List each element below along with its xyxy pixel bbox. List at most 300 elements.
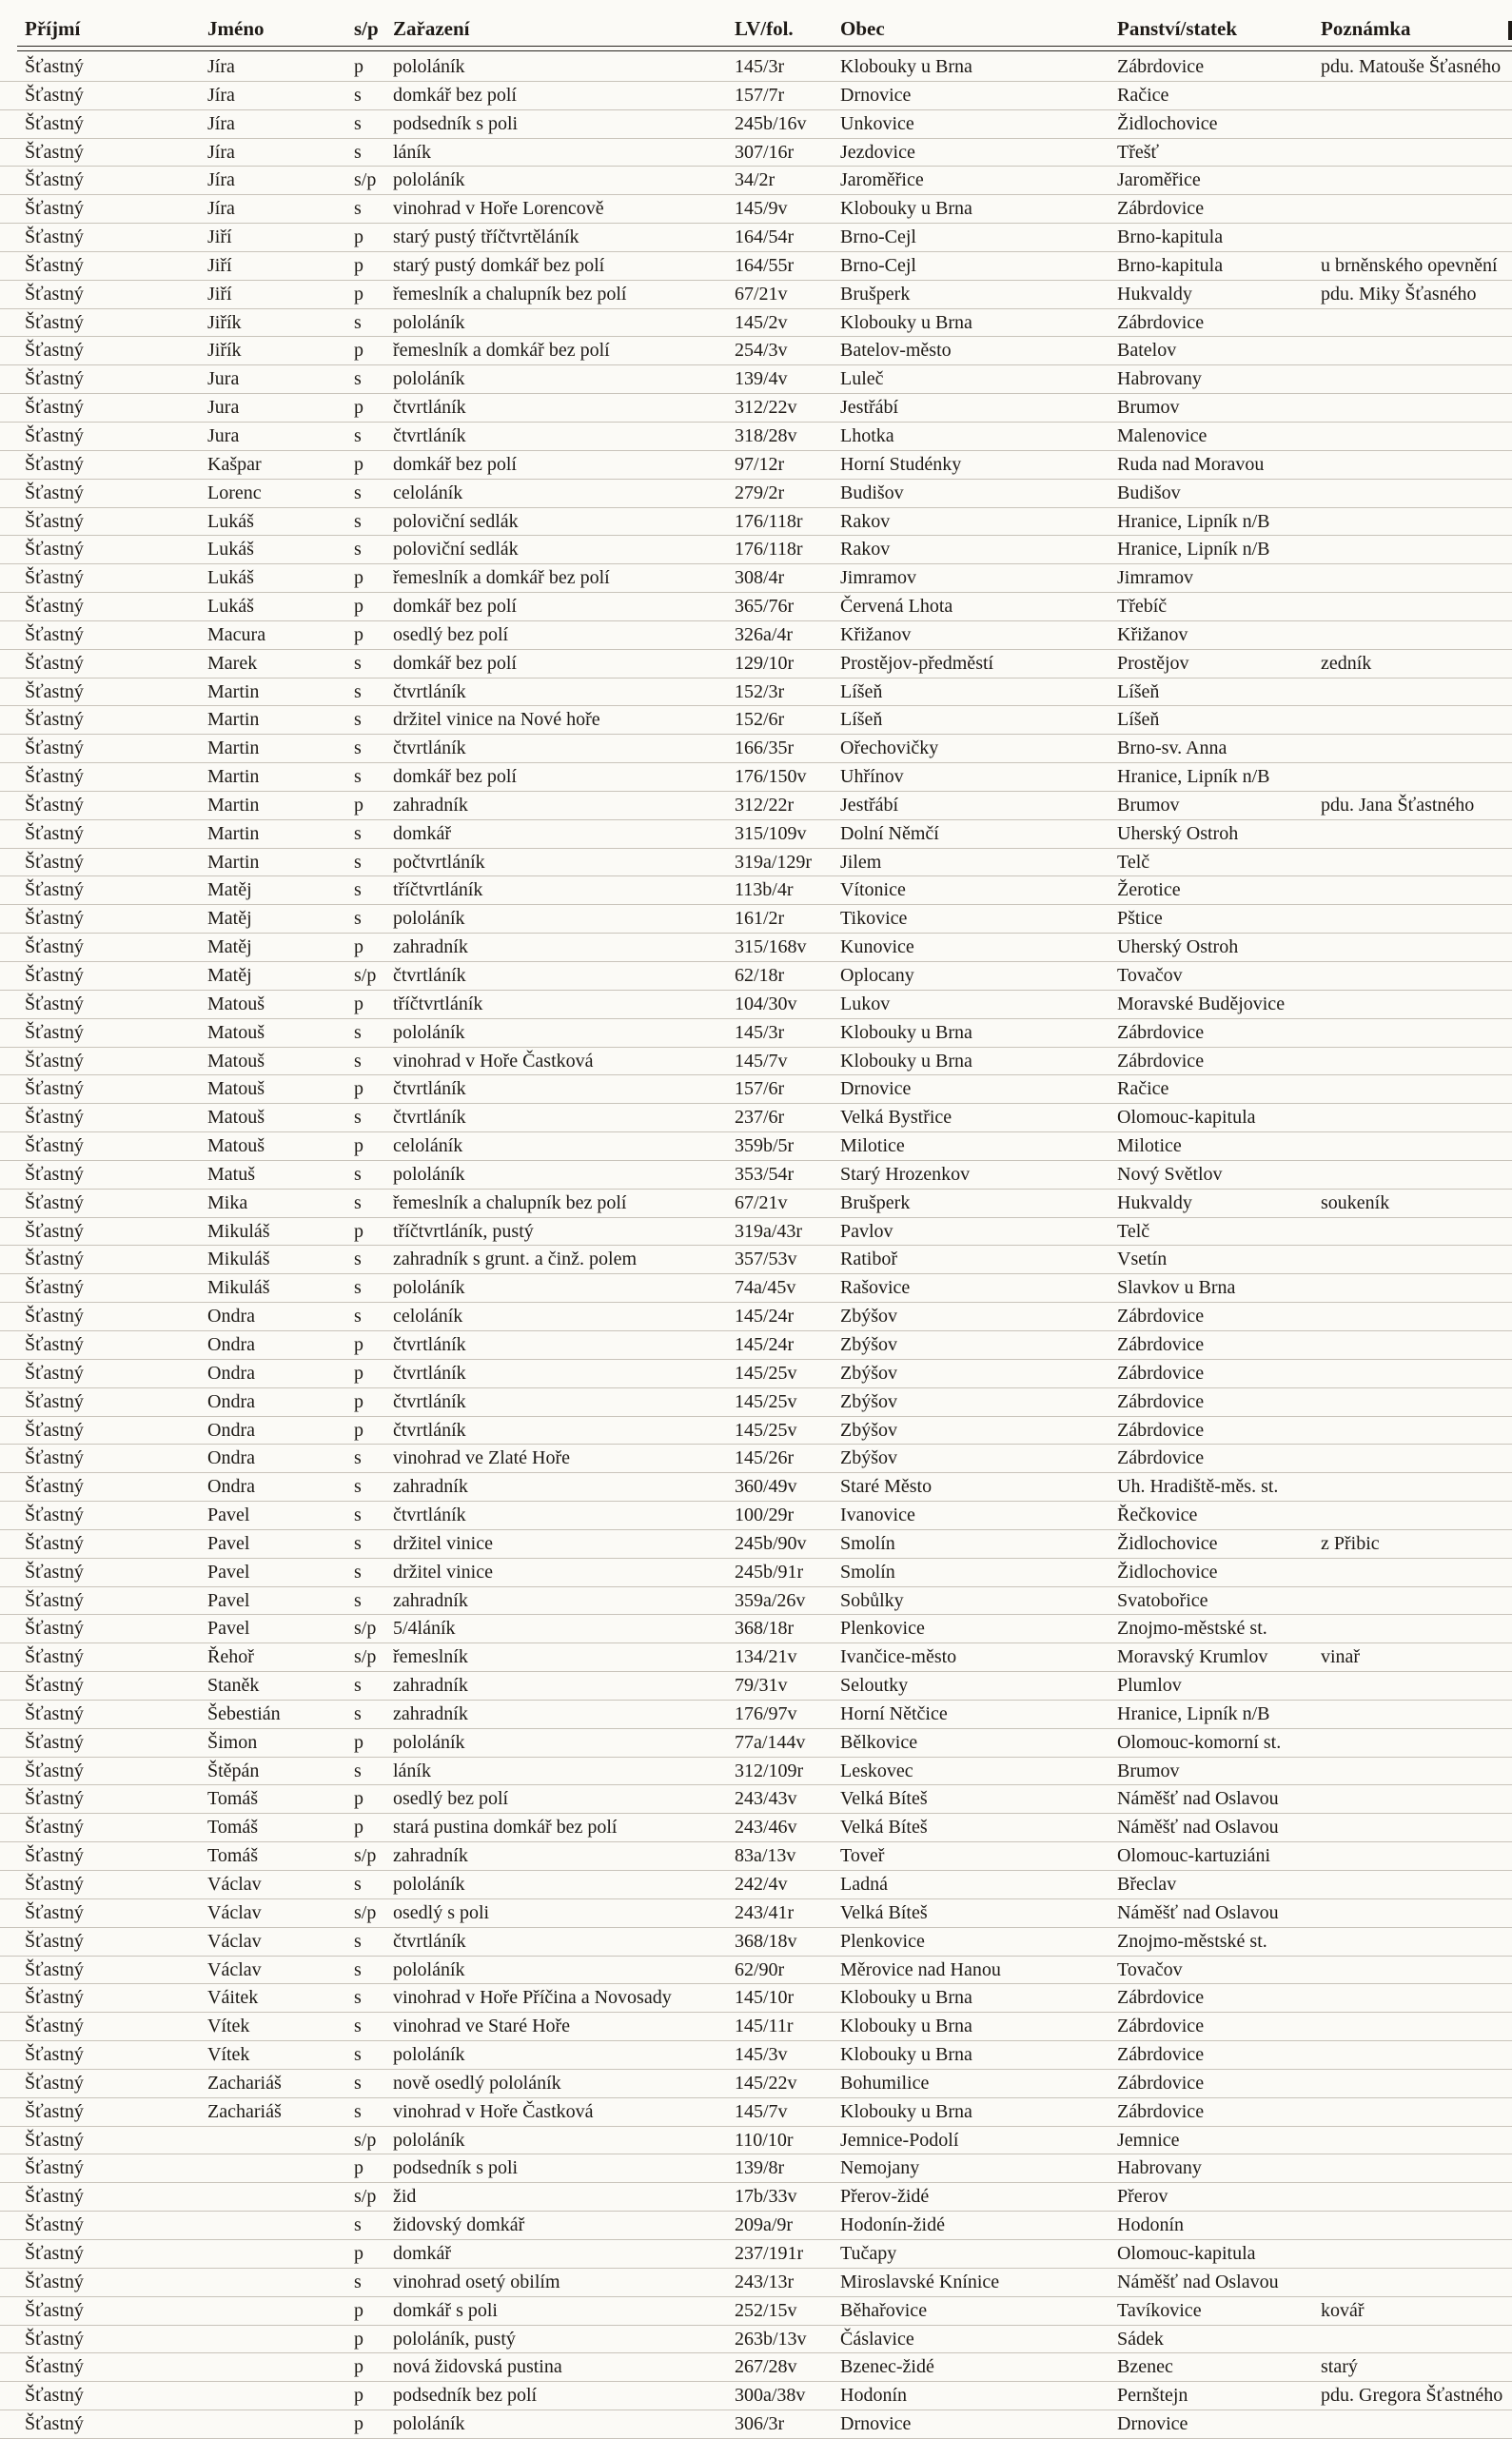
cell-name: Lukáš	[207, 539, 254, 561]
cell-panstvi: Zábrdovice	[1117, 1419, 1205, 1441]
cell-obec: Klobouky u Brna	[840, 2044, 972, 2066]
table-row	[0, 905, 1512, 934]
cell-panstvi: Zábrdovice	[1117, 1447, 1205, 1469]
cell-panstvi: Třešť	[1117, 141, 1160, 163]
cell-classification: domkář bez polí	[393, 453, 517, 475]
cell-panstvi: Křižanov	[1117, 623, 1188, 645]
table-row	[0, 1132, 1512, 1161]
table-row	[0, 139, 1512, 167]
cell-classification: čtvrtláník	[393, 1390, 466, 1412]
table-row	[0, 451, 1512, 480]
header-note: Poznámka	[1321, 17, 1411, 40]
cell-obec: Bohumilice	[840, 2072, 930, 2094]
cell-lv: 243/46v	[735, 1817, 797, 1839]
cell-classification: pololáník	[393, 908, 465, 930]
cell-classification: vinohrad osetý obilím	[393, 2271, 560, 2292]
cell-obec: Jemnice-Podolí	[840, 2129, 959, 2151]
cell-classification: držitel vinice	[393, 1532, 493, 1554]
cell-surname: Šťastný	[25, 1788, 84, 1810]
cell-name: Vítek	[207, 2044, 250, 2066]
table-row	[0, 2240, 1512, 2269]
cell-panstvi: Tovačov	[1117, 1958, 1183, 1980]
cell-classification: podsedník bez polí	[393, 2385, 538, 2407]
cell-sp: s/p	[354, 1901, 377, 1923]
cell-lv: 152/3r	[735, 680, 785, 702]
cell-classification: celoláník	[393, 1135, 463, 1157]
cell-obec: Jilem	[840, 851, 882, 873]
header-rule	[17, 46, 1512, 47]
cell-obec: Uhřínov	[840, 766, 904, 788]
cell-surname: Šťastný	[25, 1107, 84, 1129]
cell-obec: Velká Bíteš	[840, 1901, 928, 1923]
table-row	[0, 110, 1512, 139]
cell-classification: čtvrtláník	[393, 424, 466, 446]
cell-classification: držitel vinice	[393, 1561, 493, 1583]
cell-classification: domkář	[393, 2242, 452, 2264]
header-name: Jméno	[207, 17, 265, 40]
cell-panstvi: Olomouc-kapitula	[1117, 2242, 1256, 2264]
cell-note: starý	[1321, 2356, 1358, 2378]
cell-sp: s/p	[354, 2186, 377, 2208]
cell-name: Ondra	[207, 1362, 255, 1384]
cell-panstvi: Račice	[1117, 84, 1169, 106]
cell-panstvi: Hranice, Lipník n/B	[1117, 1702, 1270, 1724]
cell-name: Martin	[207, 794, 260, 816]
cell-obec: Drnovice	[840, 2413, 912, 2435]
cell-obec: Klobouky u Brna	[840, 56, 972, 77]
cell-name: Jiří	[207, 226, 232, 248]
cell-obec: Plenkovice	[840, 1618, 925, 1640]
cell-sp: s	[354, 2072, 362, 2094]
cell-panstvi: Jaroměřice	[1117, 169, 1201, 191]
cell-surname: Šťastný	[25, 1419, 84, 1441]
cell-obec: Horní Nětčice	[840, 1702, 948, 1724]
cell-obec: Brušperk	[840, 1191, 911, 1213]
cell-sp: s	[354, 1306, 362, 1328]
cell-panstvi: Habrovany	[1117, 2157, 1202, 2179]
cell-classification: vinohrad v Hoře Lorencově	[393, 198, 604, 220]
cell-classification: čtvrtláník	[393, 397, 466, 419]
cell-classification: pololáník	[393, 311, 465, 333]
cell-classification: tříčtvrtláník	[393, 993, 483, 1014]
cell-lv: 166/35r	[735, 738, 795, 759]
cell-name: Lukáš	[207, 567, 254, 589]
cell-obec: Budišov	[840, 482, 904, 503]
table-row	[0, 2212, 1512, 2240]
table-row	[0, 621, 1512, 650]
cell-sp: p	[354, 2299, 363, 2321]
cell-panstvi: Zábrdovice	[1117, 311, 1205, 333]
cell-lv: 254/3v	[735, 340, 788, 362]
cell-name: Matěj	[207, 965, 252, 986]
cell-name: Matouš	[207, 1021, 265, 1043]
cell-surname: Šťastný	[25, 2100, 84, 2122]
cell-name: Ondra	[207, 1333, 255, 1355]
cell-panstvi: Zábrdovice	[1117, 2044, 1205, 2066]
cell-panstvi: Olomouc-kartuziáni	[1117, 1845, 1271, 1867]
table-row	[0, 2154, 1512, 2183]
cell-surname: Šťastný	[25, 794, 84, 816]
table-body	[0, 53, 1512, 2439]
cell-obec: Rakov	[840, 510, 891, 532]
cell-classification: řemeslník a chalupník bez polí	[393, 1191, 627, 1213]
table-row	[0, 706, 1512, 735]
cell-panstvi: Náměšť nad Oslavou	[1117, 1817, 1279, 1839]
cell-name: Pavel	[207, 1505, 250, 1526]
cell-obec: Smolín	[840, 1532, 895, 1554]
cell-lv: 164/55r	[735, 254, 795, 276]
cell-sp: p	[354, 397, 363, 419]
cell-surname: Šťastný	[25, 1987, 84, 2009]
cell-classification: řemeslník	[393, 1646, 468, 1668]
cell-lv: 97/12r	[735, 453, 785, 475]
cell-lv: 104/30v	[735, 993, 797, 1014]
cell-name: Zachariáš	[207, 2100, 282, 2122]
cell-note: soukeník	[1321, 1191, 1390, 1213]
cell-sp: s	[354, 1505, 362, 1526]
cell-classification: pololáník	[393, 1163, 465, 1185]
cell-note: pdu. Jana Šťastného	[1321, 794, 1475, 816]
cell-obec: Drnovice	[840, 84, 912, 106]
cell-panstvi: Brumov	[1117, 1760, 1180, 1781]
cell-panstvi: Zábrdovice	[1117, 1987, 1205, 2009]
table-row	[0, 365, 1512, 394]
cell-sp: p	[354, 936, 363, 958]
table-row	[0, 2382, 1512, 2410]
cell-sp: s	[354, 1107, 362, 1129]
cell-surname: Šťastný	[25, 1476, 84, 1498]
cell-sp: p	[354, 453, 363, 475]
cell-sp: s	[354, 680, 362, 702]
cell-surname: Šťastný	[25, 84, 84, 106]
cell-name: Ondra	[207, 1476, 255, 1498]
cell-sp: s/p	[354, 1646, 377, 1668]
cell-obec: Brušperk	[840, 283, 911, 305]
cell-panstvi: Zábrdovice	[1117, 2100, 1205, 2122]
cell-name: Ondra	[207, 1390, 255, 1412]
cell-panstvi: Nový Světlov	[1117, 1163, 1223, 1185]
cell-sp: s	[354, 141, 362, 163]
cell-name: Jíra	[207, 198, 235, 220]
table-row	[0, 820, 1512, 849]
cell-name: Martin	[207, 822, 260, 844]
cell-lv: 306/3r	[735, 2413, 785, 2435]
cell-sp: s	[354, 1447, 362, 1469]
cell-lv: 152/6r	[735, 709, 785, 731]
cell-sp: p	[354, 1390, 363, 1412]
cell-surname: Šťastný	[25, 879, 84, 901]
cell-obec: Tučapy	[840, 2242, 897, 2264]
cell-surname: Šťastný	[25, 2356, 84, 2378]
cell-lv: 308/4r	[735, 567, 785, 589]
cell-lv: 245b/16v	[735, 112, 807, 134]
cell-panstvi: Zábrdovice	[1117, 2072, 1205, 2094]
cell-obec: Měrovice nad Hanou	[840, 1958, 1001, 1980]
cell-name: Vítek	[207, 2016, 250, 2037]
cell-lv: 145/2v	[735, 311, 788, 333]
cell-surname: Šťastný	[25, 2242, 84, 2264]
table-row	[0, 1814, 1512, 1842]
cell-name: Václav	[207, 1930, 262, 1952]
cell-name: Mika	[207, 1191, 248, 1213]
cell-panstvi: Zábrdovice	[1117, 1050, 1205, 1072]
cell-sp: s	[354, 2016, 362, 2037]
cell-surname: Šťastný	[25, 1333, 84, 1355]
cell-name: Matěj	[207, 936, 252, 958]
cell-note: pdu. Gregora Šťastného	[1321, 2385, 1503, 2407]
cell-sp: p	[354, 2385, 363, 2407]
cell-sp: s	[354, 1476, 362, 1498]
cell-sp: s/p	[354, 1845, 377, 1867]
cell-lv: 145/3v	[735, 2044, 788, 2066]
cell-classification: židovský domkář	[393, 2214, 525, 2236]
cell-panstvi: Zábrdovice	[1117, 1333, 1205, 1355]
cell-name: Jíra	[207, 141, 235, 163]
cell-surname: Šťastný	[25, 2214, 84, 2236]
cell-obec: Čáslavice	[840, 2328, 914, 2350]
cell-obec: Prostějov-předměstí	[840, 652, 994, 674]
cell-lv: 62/90r	[735, 1958, 785, 1980]
table-row	[0, 1190, 1512, 1218]
table-row	[0, 2013, 1512, 2041]
table-row	[0, 1075, 1512, 1104]
cell-surname: Šťastný	[25, 1561, 84, 1583]
cell-name: Matouš	[207, 1078, 265, 1100]
cell-surname: Šťastný	[25, 1589, 84, 1611]
cell-sp: p	[354, 2356, 363, 2378]
table-row	[0, 593, 1512, 621]
cell-surname: Šťastný	[25, 965, 84, 986]
cell-lv: 237/191r	[735, 2242, 804, 2264]
cell-lv: 157/6r	[735, 1078, 785, 1100]
cell-panstvi: Batelov	[1117, 340, 1177, 362]
table-row	[0, 1871, 1512, 1899]
cell-sp: s	[354, 539, 362, 561]
cell-classification: starý pustý tříčtvrtěláník	[393, 226, 579, 248]
cell-note: pdu. Miky Šťasného	[1321, 283, 1477, 305]
table-row	[0, 1019, 1512, 1048]
table-row	[0, 564, 1512, 593]
cell-lv: 139/8r	[735, 2157, 785, 2179]
cell-sp: p	[354, 226, 363, 248]
table-row	[0, 1331, 1512, 1360]
cell-sp: s	[354, 311, 362, 333]
cell-classification: pololáník	[393, 2129, 465, 2151]
cell-name: Martin	[207, 851, 260, 873]
cell-lv: 279/2r	[735, 482, 785, 503]
cell-sp: s/p	[354, 1618, 377, 1640]
cell-surname: Šťastný	[25, 1050, 84, 1072]
cell-lv: 359a/26v	[735, 1589, 806, 1611]
cell-classification: řemeslník a domkář bez polí	[393, 567, 610, 589]
cell-classification: nově osedlý pololáník	[393, 2072, 561, 2094]
cell-sp: p	[354, 623, 363, 645]
cell-classification: zahradník	[393, 1589, 468, 1611]
page-edge-mark	[1508, 21, 1512, 40]
cell-obec: Ivanovice	[840, 1505, 915, 1526]
cell-panstvi: Jemnice	[1117, 2129, 1180, 2151]
cell-classification: pololáník	[393, 1021, 465, 1043]
cell-obec: Klobouky u Brna	[840, 311, 972, 333]
cell-classification: poloviční sedlák	[393, 510, 519, 532]
cell-panstvi: Slavkov u Brna	[1117, 1277, 1236, 1299]
cell-sp: s	[354, 112, 362, 134]
cell-panstvi: Plumlov	[1117, 1675, 1182, 1697]
cell-classification: vinohrad v Hoře Příčina a Novosady	[393, 1987, 672, 2009]
table-row	[0, 1473, 1512, 1502]
cell-panstvi: Líšeň	[1117, 680, 1160, 702]
cell-name: Tomáš	[207, 1788, 259, 1810]
cell-lv: 145/25v	[735, 1390, 797, 1412]
cell-lv: 145/7v	[735, 2100, 788, 2122]
cell-name: Lukáš	[207, 510, 254, 532]
cell-classification: zahradník	[393, 1845, 468, 1867]
cell-lv: 263b/13v	[735, 2328, 807, 2350]
cell-classification: pololáník, pustý	[393, 2328, 516, 2350]
cell-lv: 110/10r	[735, 2129, 794, 2151]
table-row	[0, 1218, 1512, 1247]
cell-surname: Šťastný	[25, 1901, 84, 1923]
cell-surname: Šťastný	[25, 226, 84, 248]
cell-surname: Šťastný	[25, 1249, 84, 1270]
table-row	[0, 2098, 1512, 2127]
cell-panstvi: Hranice, Lipník n/B	[1117, 510, 1270, 532]
cell-classification: čtvrtláník	[393, 738, 466, 759]
cell-panstvi: Olomouc-komorní st.	[1117, 1731, 1282, 1753]
cell-name: Matouš	[207, 1135, 265, 1157]
cell-classification: čtvrtláník	[393, 1930, 466, 1952]
cell-panstvi: Náměšť nad Oslavou	[1117, 2271, 1279, 2292]
cell-lv: 129/10r	[735, 652, 795, 674]
table-row	[0, 1701, 1512, 1729]
cell-obec: Velká Bíteš	[840, 1817, 928, 1839]
table-row	[0, 82, 1512, 110]
cell-classification: zahradník	[393, 1702, 468, 1724]
cell-lv: 62/18r	[735, 965, 785, 986]
cell-lv: 17b/33v	[735, 2186, 797, 2208]
cell-surname: Šťastný	[25, 1306, 84, 1328]
cell-panstvi: Líšeň	[1117, 709, 1160, 731]
cell-name: Pavel	[207, 1589, 250, 1611]
cell-surname: Šťastný	[25, 1277, 84, 1299]
cell-classification: domkář bez polí	[393, 596, 517, 618]
cell-classification: pololáník	[393, 1277, 465, 1299]
cell-panstvi: Račice	[1117, 1078, 1169, 1100]
table-row	[0, 53, 1512, 82]
cell-lv: 360/49v	[735, 1476, 797, 1498]
cell-classification: vinohrad ve Zlaté Hoře	[393, 1447, 571, 1469]
header-lv: LV/fol.	[735, 17, 794, 40]
cell-panstvi: Náměšť nad Oslavou	[1117, 1788, 1279, 1810]
table-row	[0, 1899, 1512, 1928]
table-row	[0, 763, 1512, 792]
cell-sp: p	[354, 283, 363, 305]
cell-sp: p	[354, 993, 363, 1014]
cell-name: Václav	[207, 1901, 262, 1923]
cell-classification: čtvrtláník	[393, 1505, 466, 1526]
cell-sp: s	[354, 1163, 362, 1185]
cell-obec: Zbýšov	[840, 1419, 897, 1441]
cell-surname: Šťastný	[25, 1220, 84, 1242]
cell-classification: stará pustina domkář bez polí	[393, 1817, 618, 1839]
table-row	[0, 962, 1512, 991]
cell-panstvi: Uherský Ostroh	[1117, 822, 1239, 844]
cell-surname: Šťastný	[25, 1163, 84, 1185]
cell-panstvi: Hranice, Lipník n/B	[1117, 539, 1270, 561]
cell-lv: 365/76r	[735, 596, 795, 618]
cell-classification: zahradník	[393, 794, 468, 816]
table-row	[0, 991, 1512, 1019]
cell-lv: 145/22v	[735, 2072, 797, 2094]
cell-surname: Šťastný	[25, 1930, 84, 1952]
table-row	[0, 1161, 1512, 1190]
table-header	[0, 17, 1512, 49]
cell-obec: Zbýšov	[840, 1447, 897, 1469]
cell-surname: Šťastný	[25, 1760, 84, 1781]
cell-name: Matěj	[207, 908, 252, 930]
cell-classification: čtvrtláník	[393, 1362, 466, 1384]
cell-name: Šimon	[207, 1731, 258, 1753]
cell-name: Jiří	[207, 254, 232, 276]
cell-sp: p	[354, 2328, 363, 2350]
cell-surname: Šťastný	[25, 169, 84, 191]
cell-lv: 74a/45v	[735, 1277, 796, 1299]
cell-sp: s	[354, 1277, 362, 1299]
cell-panstvi: Židlochovice	[1117, 1561, 1218, 1583]
cell-surname: Šťastný	[25, 56, 84, 77]
cell-sp: s	[354, 1532, 362, 1554]
cell-panstvi: Moravský Krumlov	[1117, 1646, 1268, 1668]
cell-lv: 83a/13v	[735, 1845, 796, 1867]
cell-classification: čtvrtláník	[393, 1107, 466, 1129]
cell-name: Jíra	[207, 84, 235, 106]
cell-obec: Klobouky u Brna	[840, 1021, 972, 1043]
cell-lv: 161/2r	[735, 908, 785, 930]
cell-obec: Jimramov	[840, 567, 916, 589]
cell-obec: Zbýšov	[840, 1390, 897, 1412]
cell-classification: počtvrtláník	[393, 851, 485, 873]
cell-sp: p	[354, 1817, 363, 1839]
cell-surname: Šťastný	[25, 397, 84, 419]
cell-lv: 326a/4r	[735, 623, 794, 645]
cell-lv: 67/21v	[735, 1191, 788, 1213]
cell-lv: 300a/38v	[735, 2385, 806, 2407]
cell-name: Macura	[207, 623, 266, 645]
cell-panstvi: Pštice	[1117, 908, 1163, 930]
cell-obec: Ořechovičky	[840, 738, 939, 759]
cell-lv: 145/3r	[735, 1021, 785, 1043]
cell-classification: pololáník	[393, 1874, 465, 1895]
cell-classification: starý pustý domkář bez polí	[393, 254, 605, 276]
cell-lv: 145/10r	[735, 1987, 795, 2009]
cell-sp: s	[354, 1249, 362, 1270]
table-row	[0, 1587, 1512, 1616]
cell-panstvi: Uherský Ostroh	[1117, 936, 1239, 958]
cell-surname: Šťastný	[25, 2072, 84, 2094]
table-row	[0, 2410, 1512, 2439]
cell-lv: 176/118r	[735, 539, 803, 561]
cell-surname: Šťastný	[25, 652, 84, 674]
cell-name: Martin	[207, 709, 260, 731]
cell-panstvi: Náměšť nad Oslavou	[1117, 1901, 1279, 1923]
cell-obec: Červená Lhota	[840, 596, 953, 618]
header-sp: s/p	[354, 17, 379, 40]
cell-surname: Šťastný	[25, 1390, 84, 1412]
cell-panstvi: Sádek	[1117, 2328, 1164, 2350]
cell-lv: 312/22r	[735, 794, 795, 816]
cell-surname: Šťastný	[25, 1731, 84, 1753]
cell-panstvi: Hukvaldy	[1117, 283, 1192, 305]
